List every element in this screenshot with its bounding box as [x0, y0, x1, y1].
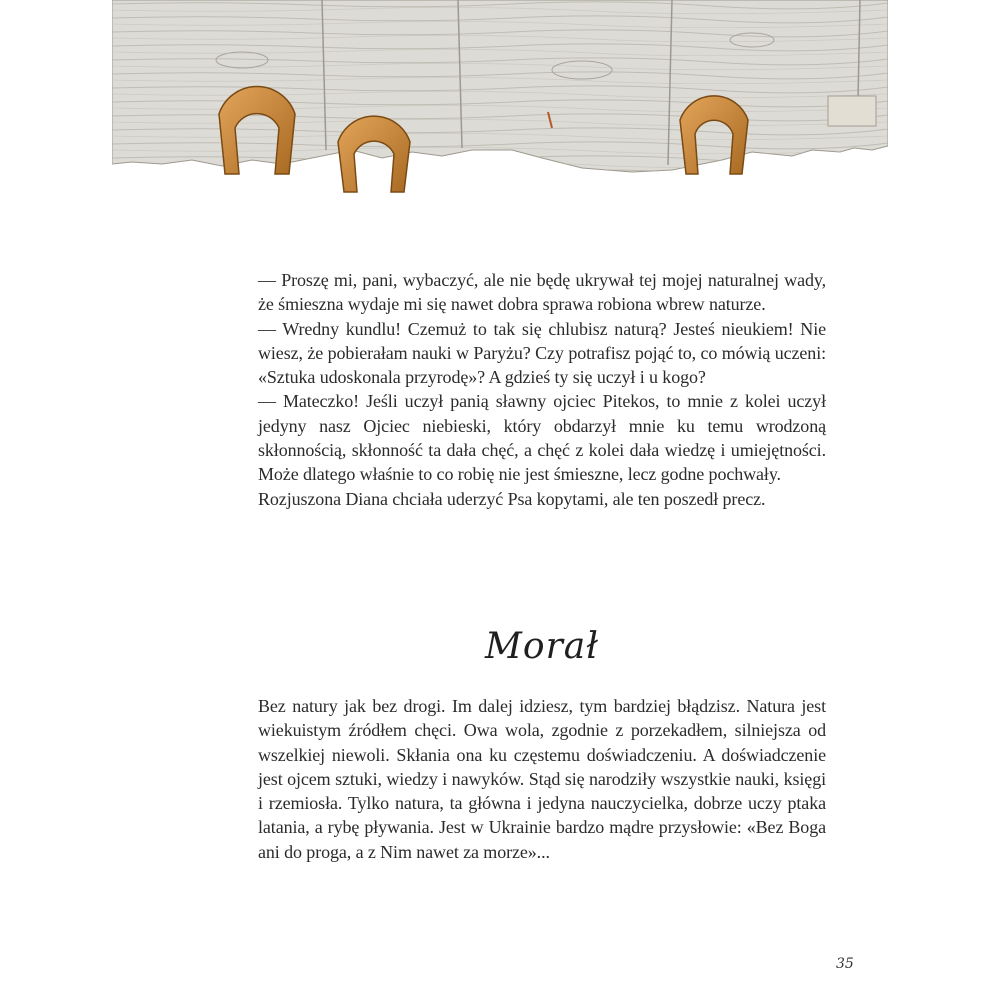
moral-text	[258, 694, 826, 864]
story-paragraph: — Proszę mi, pani, wybaczyć, ale nie będę ukrywał tej mojej naturalnej wady, że śmieszna wydaje mi się nawet dobra sprawa robiona wbrew naturze.	[258, 270, 826, 315]
moral-heading: Morał	[485, 626, 599, 667]
page-number: 35	[836, 956, 854, 972]
wooden-wall-illustration	[112, 0, 888, 200]
story-paragraph: Rozjuszona Diana chciała uderzyć Psa kopytami, ale ten poszedł precz.	[258, 488, 766, 509]
story-text	[258, 268, 826, 511]
moral-paragraph: Bez natury jak bez drogi. Im dalej idziesz, tym bardziej błądzisz. Natura jest wiekuistym źródłem chęci. Owa wola, zgodnie z porzekadłem, silniejsza od wszelkiej niewoli. Skłania ona ku częstemu doświadczeniu. A doświadczenie jest ojcem sztuki, wiedzy i nawyków. Stąd się narodziły wszystkie nauki, księgi i rzemiosła. Tylko natura, ta główna i jedyna nauczycielka, dobrze uczy ptaka latania, a rybę pływania. Jest w Ukrainie bardzo mądre przysłowie: «Bez Boga ani do proga, a z Nim nawet za morze»...	[258, 696, 826, 862]
story-paragraph: — Mateczko! Jeśli uczył panią sławny ojciec Pitekos, to mnie z kolei uczył jedyny nasz Ojciec niebieski, który obdarzył mnie ku temu wrodzoną skłonnością, skłonność ta dała chęć, a chęć z kolei dała wiedzę i umiejętności. Może dlatego właśnie to co robię nie jest śmieszne, lecz godne pochwały.	[258, 391, 826, 485]
story-paragraph: — Wredny kundlu! Czemuż to tak się chlubisz naturą? Jesteś nieukiem! Nie wiesz, że pobierałam nauki w Paryżu? Czy potrafisz pojąć to, co mówią uczeni: «Sztuka udoskonala przyrodę»? A gdzieś ty się uczył i u kogo?	[258, 318, 826, 388]
